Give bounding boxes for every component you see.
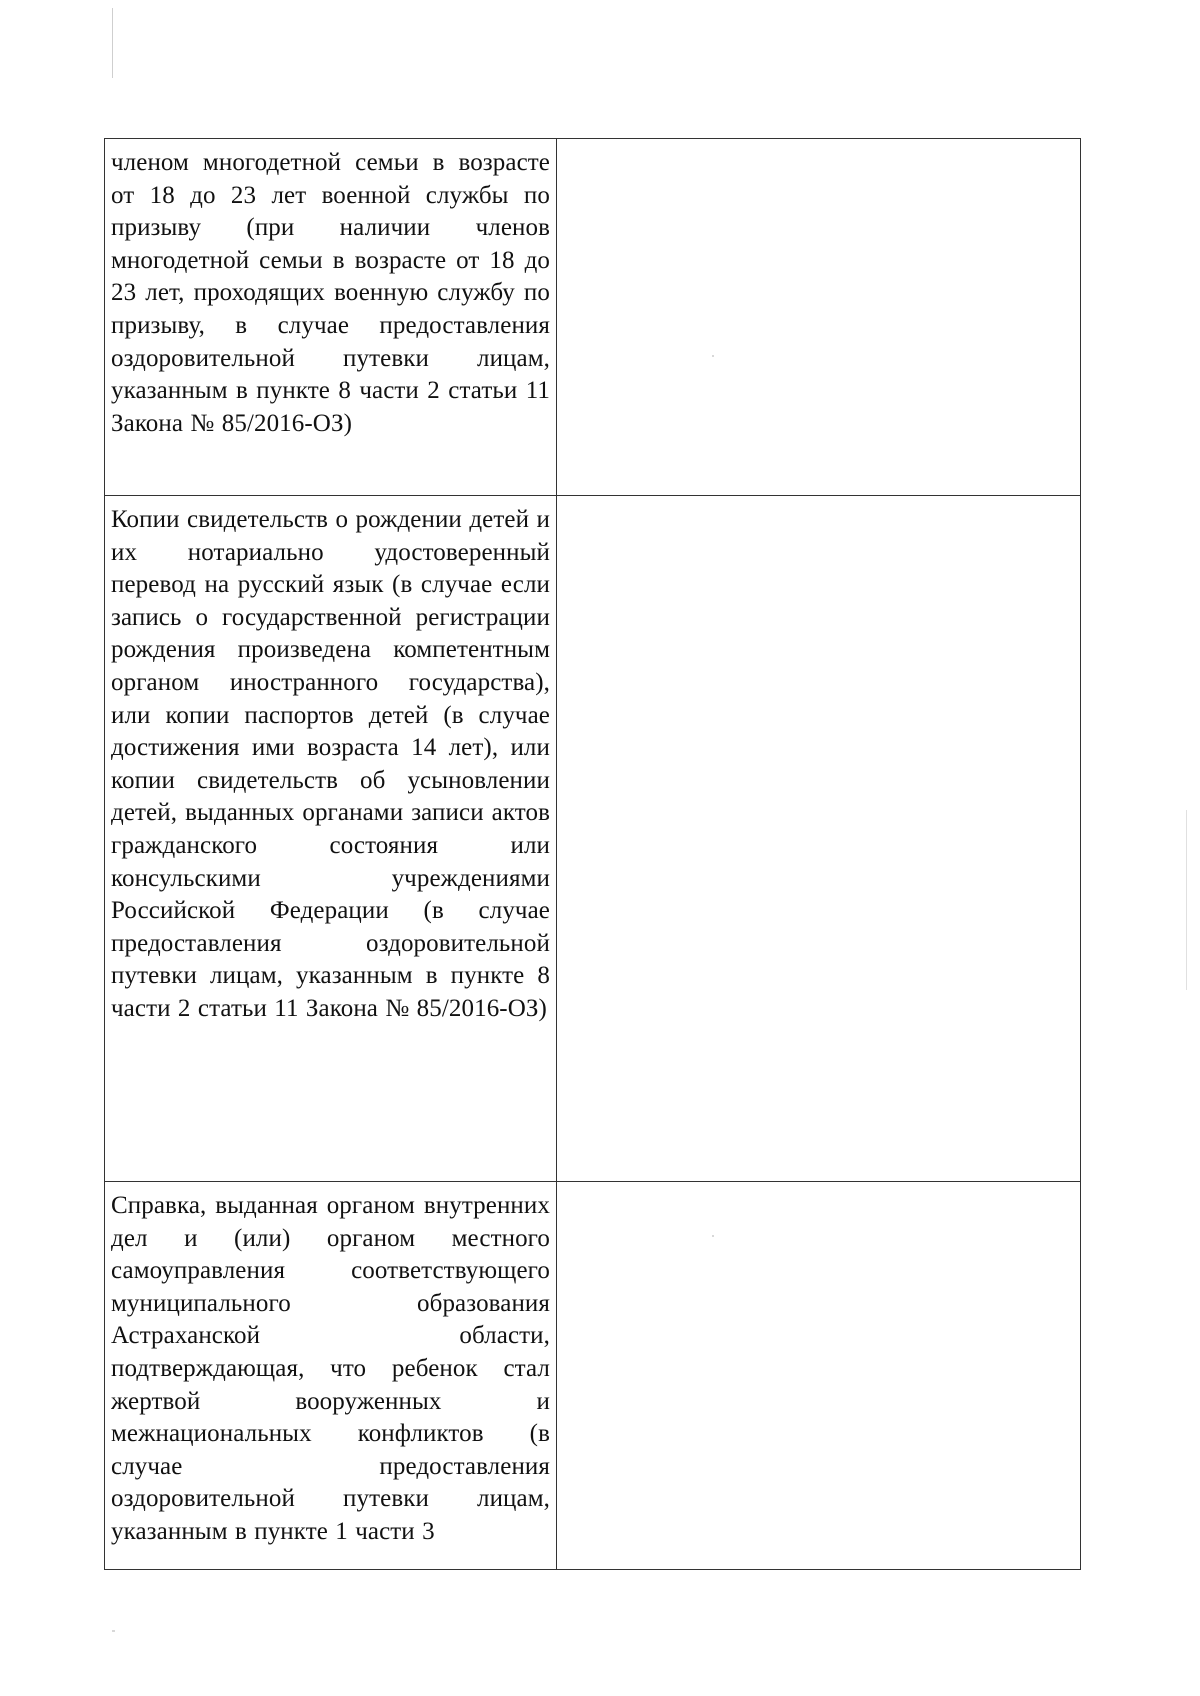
scan-artifact-dot (112, 1630, 115, 1632)
table-cell-right (557, 139, 1081, 496)
cell-text: членом многодетной семьи в возрасте от 18 до 23 лет военной службы по призыву (при наличии членов многодетной семьи в возрасте от 18 до 23 лет, проходящих военную службу по призыву, в случае предоставления оздоровительной путевки лицам, указанным в пункте 8 части 2 статьи 11 Закона № 85/2016-ОЗ) (111, 149, 550, 437)
table-cell-right (557, 496, 1081, 1182)
scan-artifact-line (112, 8, 113, 78)
table-cell-left (105, 496, 557, 1182)
cell-text: Справка, выданная органом внутренних дел и (или) органом местного самоуправления соответствующего муниципального образования Астраханской области, подтверждающая, что ребенок стал жертвой вооруженных и межнациональных конфликтов (в случае предоставления оздоровительной путевки лицам, указанным в пункте 1 части 3 (111, 1192, 550, 1545)
cell-text: Копии свидетельств о рождении детей и их нотариально удостоверенный перевод на русский язык (в случае если запись о государственной регистрации рождения произведена компетентным органом иностранного государства), или копии паспортов детей (в случае достижения ими возраста 14 лет), или копии свидетельств об усыновлении детей, выданных органами записи актов гражданского состояния или консульскими учреждениями Российской Федерации (в случае предоставления оздоровительной путевки лицам, указанным в пункте 8 части 2 статьи 11 Закона № 85/2016-ОЗ) (111, 506, 550, 1022)
documents-table (104, 138, 1081, 1570)
table-row (105, 139, 1081, 496)
table-cell-right (557, 1182, 1081, 1570)
table-cell-left (105, 1182, 557, 1570)
scan-artifact-line (1186, 810, 1187, 990)
table-row (105, 496, 1081, 1182)
table-row (105, 1182, 1081, 1570)
table-cell-left (105, 139, 557, 496)
